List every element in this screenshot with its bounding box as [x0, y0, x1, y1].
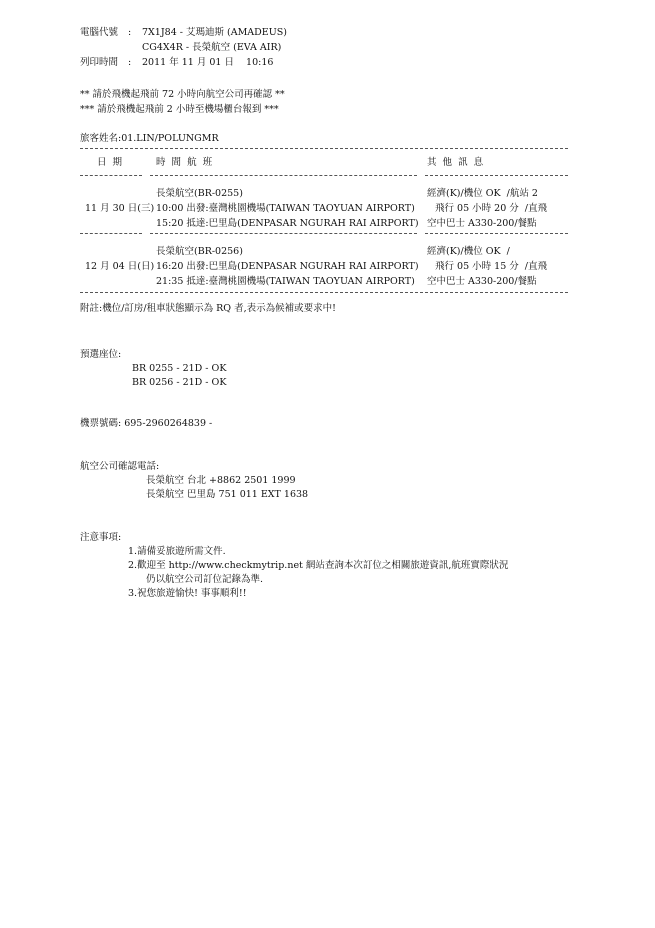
- note-item-continued: 仍以航空公司訂位記錄為準.: [146, 574, 264, 585]
- passenger-name: 旅客姓名:01.LIN/POLUNGMR: [80, 133, 219, 144]
- pnr-colon-1: :: [128, 27, 132, 38]
- phone-item: 長榮航空 台北 +8862 2501 1999: [146, 475, 296, 486]
- seat-item: BR 0255 - 21D - OK: [132, 363, 227, 374]
- row-arrival: 15:20 抵達:巴里島(DENPASAR NGURAH RAI AIRPORT): [156, 218, 419, 229]
- phones-label: 航空公司確認電話:: [80, 461, 160, 472]
- print-label: 列印時間: [80, 57, 119, 68]
- header-rule-other: [425, 175, 568, 176]
- row-info-2: 飛行 05 小時 20 分 /直飛: [435, 203, 547, 214]
- notes-label: 注意事項:: [80, 532, 122, 543]
- row-rule-date: [80, 233, 142, 234]
- row-airline: 長榮航空(BR-0255): [156, 188, 243, 199]
- print-time: 2011 年 11 月 01 日 10:16: [142, 57, 274, 68]
- row-date: 12 月 04 日(日): [85, 261, 155, 272]
- header-rule-date: [80, 175, 142, 176]
- header-rule-time: [150, 175, 417, 176]
- col-header-time: 時 間 航 班: [156, 157, 213, 168]
- note-item: 1.請備妥旅遊所需文件.: [128, 546, 226, 557]
- print-colon: :: [128, 57, 132, 68]
- pnr-eva: CG4X4R - 長榮航空 (EVA AIR): [142, 42, 282, 53]
- note-item: 3.祝您旅遊愉快! 事事順利!!: [128, 588, 247, 599]
- footnote: 附註:機位/訂房/租車狀態顯示為 RQ 者,表示為候補或要求中!: [80, 303, 336, 314]
- row-info-1: 經濟(K)/機位 OK /航站 2: [427, 188, 538, 199]
- row-departure: 16:20 出發:巴里島(DENPASAR NGURAH RAI AIRPORT): [156, 261, 419, 272]
- row-arrival: 21:35 抵達:臺灣桃園機場(TAIWAN TAOYUAN AIRPORT): [156, 276, 415, 287]
- phone-item: 長榮航空 巴里島 751 011 EXT 1638: [146, 489, 309, 500]
- table-top-rule: [80, 148, 568, 149]
- col-header-other: 其 他 訊 息: [427, 157, 484, 168]
- col-header-date: 日 期: [97, 157, 123, 168]
- seat-item: BR 0256 - 21D - OK: [132, 377, 227, 388]
- seats-label: 預選座位:: [80, 349, 122, 360]
- ticket-number: 機票號碼: 695-2960264839 -: [80, 418, 213, 429]
- row-info-1: 經濟(K)/機位 OK /: [427, 246, 510, 257]
- pnr-label: 電腦代號: [80, 27, 119, 38]
- row-info-2: 飛行 05 小時 15 分 /直飛: [435, 261, 547, 272]
- table-bottom-rule: [80, 292, 568, 293]
- pnr-amadeus: 7X1J84 - 艾瑪迪斯 (AMADEUS): [142, 27, 287, 38]
- row-info-3: 空中巴士 A330-200/餐點: [427, 218, 537, 229]
- row-date: 11 月 30 日(三): [85, 203, 155, 214]
- notice-checkin: *** 請於飛機起飛前 2 小時至機場櫃台報到 ***: [80, 104, 279, 115]
- row-departure: 10:00 出發:臺灣桃園機場(TAIWAN TAOYUAN AIRPORT): [156, 203, 415, 214]
- row-rule-other: [425, 233, 568, 234]
- row-airline: 長榮航空(BR-0256): [156, 246, 243, 257]
- note-item: 2.歡迎至 http://www.checkmytrip.net 網站查詢本次訂位之相關旅遊資訊,航班實際狀況: [128, 560, 509, 571]
- row-rule-time: [150, 233, 417, 234]
- notice-reconfirm: ** 請於飛機起飛前 72 小時向航空公司再確認 **: [80, 89, 285, 100]
- row-info-3: 空中巴士 A330-200/餐點: [427, 276, 537, 287]
